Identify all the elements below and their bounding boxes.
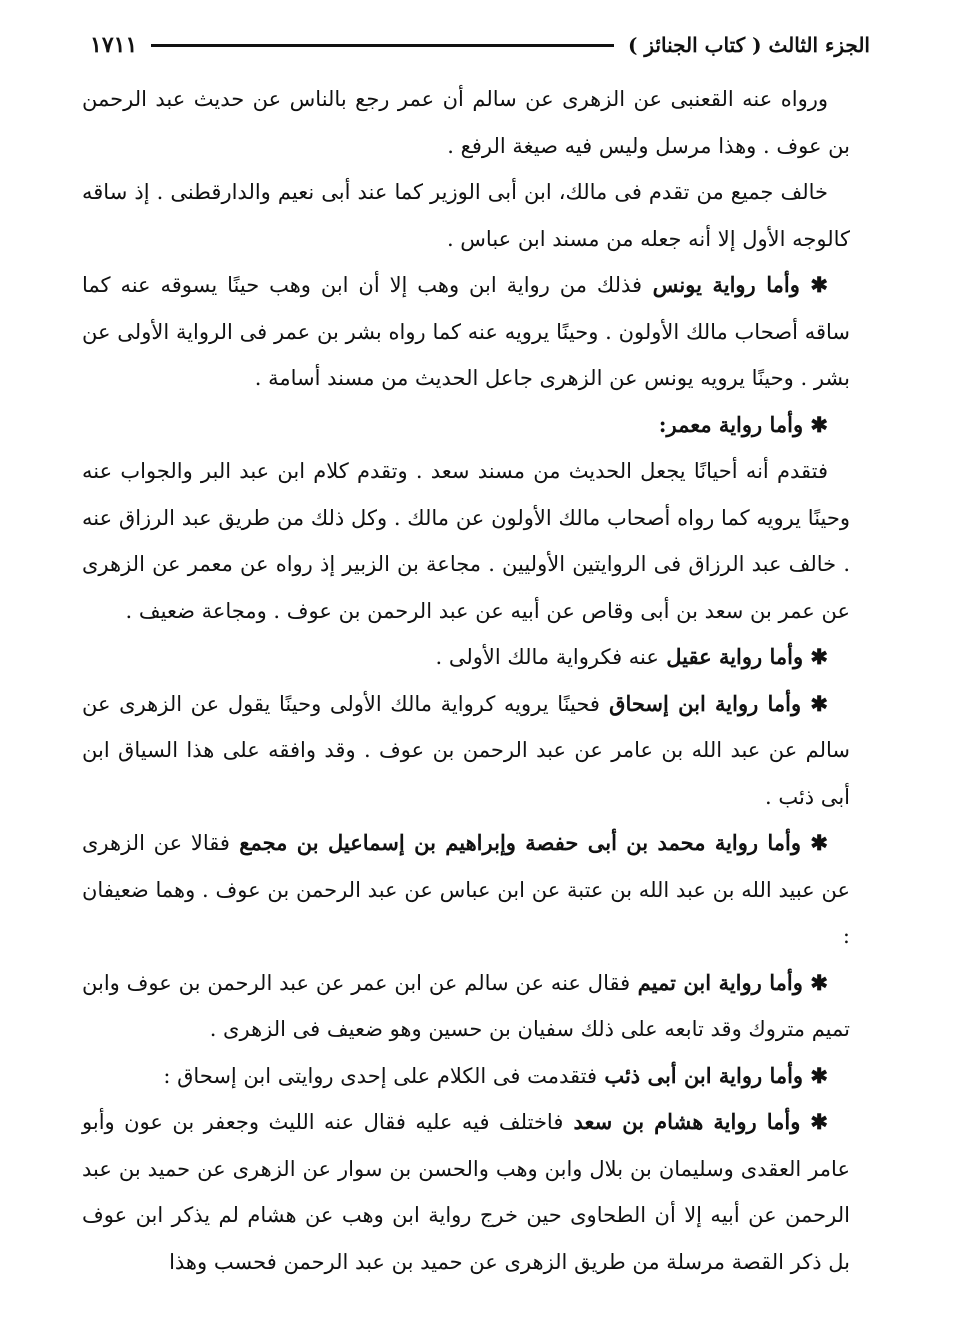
body-text	[82, 76, 850, 1285]
paragraph-lead: ✱ وأما رواية معمر:	[658, 411, 828, 437]
paragraph-lead: ✱ وأما رواية ابن إسحاق	[599, 690, 828, 716]
paragraph	[82, 448, 850, 634]
paragraph-lead: ✱ وأما رواية محمد بن أبى حفصة وإبراهيم بن إسماعيل بن مجمع	[229, 830, 828, 855]
page-header	[90, 28, 870, 62]
paragraph	[82, 1099, 850, 1285]
paragraph	[82, 634, 850, 681]
paragraph	[82, 76, 850, 169]
paragraph-lead: ✱ وأما رواية ابن تميم	[630, 969, 828, 995]
paragraph-text: فقالا عن الزهرى عن عبيد الله بن عبد الله بن عتبة عن ابن عباس عن عبد الرحمن بن عوف . وهما ضعيفان :	[82, 831, 850, 948]
paragraph-text: فحينًا يرويه كرواية مالك الأولى وحينًا يقول عن الزهرى عن سالم عن عبد الله بن عامر عن عبد الرحمن بن عوف . وقد وافقه على هذا السياق ابن أبى ذئب .	[82, 691, 850, 809]
paragraph	[82, 262, 850, 402]
paragraph-text: فقال عنه عن سالم عن ابن عمر عن عبد الرحمن بن عوف وابن تميم متروك وقد تابعه على ذلك سفيان بن حسين وهو ضعيف فى الزهرى .	[82, 970, 850, 1041]
paragraph-text: عنه فكرواية مالك الأولى .	[435, 645, 659, 669]
paragraph-lead: ✱ وأما رواية هشام بن سعد	[563, 1109, 828, 1134]
paragraph	[82, 960, 850, 1053]
paragraph-text: فذلك من رواية ابن وهب إلا أن ابن وهب حينًا يسوقه عنه كما ساقه أصحاب مالك الأولون . وحينًا يرويه عنه كما رواه بشر بن عمر فى الرواية الأولى عن بشر . وحينًا يرويه يونس عن الزهرى جاعل الحديث من مسند أسامة .	[82, 273, 850, 390]
paragraph-text: فتقدمت فى الكلام على إحدى روايتى ابن إسحاق :	[163, 1063, 598, 1088]
paragraph-text: خالف جميع من تقدم فى مالك، ابن أبى الوزير كما عند أبى نعيم والدارقطنى . إذ ساقه كالوجه الأول إلا أنه جعله من مسند ابن عباس .	[82, 180, 850, 251]
paragraph-lead: ✱ وأما رواية يونس	[642, 272, 828, 297]
page-number: ١٧١١	[90, 32, 138, 58]
paragraph	[82, 1053, 850, 1100]
paragraph	[82, 169, 850, 262]
paragraph	[82, 681, 850, 821]
paragraph-text: ورواه عنه القعنبى عن الزهرى عن سالم أن عمر رجع بالناس عن حديث عبد الرحمن بن عوف . وهذا مرسل وليس فيه صيغة الرفع .	[82, 87, 850, 158]
paragraph-lead: ✱ وأما رواية ابن أبى ذئب	[597, 1062, 828, 1088]
paragraph-text: فتقدم أنه أحيانًا يجعل الحديث من مسند سعد . وتقدم كلام ابن عبد البر والجواب عنه وحينًا يرويه كما رواه أصحاب مالك الأولون عن مالك . وكل ذلك من طريق عبد الرزاق عنه . خالف عبد الرزاق فى الروايتين الأوليين . مجاعة بن الزبير إذ رواه عن معمر عن الزهرى عن عمر بن سعد بن أبى وقاص عن أبيه عن عبد الرحمن بن عوف . ومجاعة ضعيف .	[82, 459, 850, 623]
paragraph	[82, 402, 850, 449]
header-rule	[151, 44, 614, 47]
paragraph-text: فاختلف فيه عليه فقال عنه الليث وجعفر بن عون وأبو عامر العقدى وسليمان بن بلال وابن وهب والحسن بن سوار عن الزهرى عن حميد بن عبد الرحمن عن أبيه إلا أن الطحاوى حين خرج رواية ابن وهب عن هشام لم يذكر ابن عوف بل ذكر القصة مرسلة من طريق الزهرى عن حميد بن عبد الرحمن فحسب وهذا	[82, 1110, 850, 1274]
running-head: الجزء الثالث ( كتاب الجنائز )	[627, 33, 870, 57]
paragraph-lead: ✱ وأما رواية عقيل	[658, 644, 828, 669]
paragraph	[82, 820, 850, 960]
